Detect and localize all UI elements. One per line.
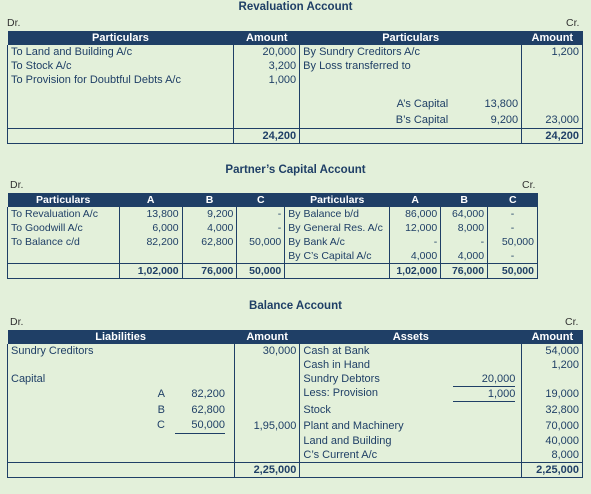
capital-total-row: [8, 264, 538, 279]
rev-header-amount-right: Amount: [522, 31, 583, 45]
revaluation-total-row: [8, 129, 583, 144]
rev-left-amount: 3,200: [234, 59, 300, 73]
rev-right-particular: By Loss transferred to: [300, 59, 522, 73]
bal-sundry-creditors-amount: 30,000: [234, 344, 300, 358]
rev-loss-total: 23,000: [522, 112, 583, 129]
capital-header-row: [8, 193, 538, 207]
revaluation-title: Revaluation Account: [238, 1, 353, 13]
capital-cr-label: Cr.: [522, 179, 536, 191]
table-row: Land and Building 40,000: [8, 434, 583, 448]
table-row: [8, 73, 583, 87]
rev-left-particular: To Stock A/c: [8, 59, 234, 73]
rev-header-amount-left: Amount: [234, 31, 300, 45]
cap-total-a-right: 1,02,000: [390, 264, 441, 279]
capital-table: [7, 193, 538, 279]
table-row: Capital Sundry Debtors 20,000: [8, 372, 583, 386]
rev-b-capital-label: B’s Capital: [395, 114, 449, 126]
cap-header-particulars-right: Particulars: [285, 193, 390, 207]
bal-header-assets: Assets: [300, 330, 522, 344]
rev-left-particular: To Provision for Doubtful Debts A/c: [8, 73, 234, 87]
balance-title: Balance Account: [249, 300, 342, 312]
bal-capital-total: 1,95,000: [234, 418, 300, 434]
balance-cr-label: Cr.: [565, 316, 579, 328]
rev-header-particulars-right: Particulars: [300, 31, 522, 45]
bal-header-amount-right: Amount: [522, 330, 583, 344]
cap-total-c-left: 50,000: [237, 264, 285, 279]
balance-dr-label: Dr.: [10, 316, 24, 328]
rev-right-particular: By Sundry Creditors A/c: [300, 45, 522, 59]
rev-a-capital-label: A’s Capital: [396, 98, 449, 110]
table-row: C’s Current A/c 8,000: [8, 448, 583, 463]
table-row: Sundry Creditors 30,000 Cash at Bank 54,000: [8, 344, 583, 358]
balance-header-row: [8, 330, 583, 344]
capital-title: Partner’s Capital Account: [225, 164, 366, 176]
cap-header-b-left: B: [182, 193, 237, 207]
bal-header-liabilities: Liabilities: [8, 330, 235, 344]
cap-total-b-right: 76,000: [441, 264, 488, 279]
rev-b-capital-value: 9,200: [490, 114, 519, 126]
table-row: To Goodwill A/c 6,000 4,000 - By General Res. A/c 12,000 8,000 -: [8, 221, 538, 235]
revaluation-dr-label: Dr.: [7, 17, 21, 29]
table-row: By C’s Capital A/c 4,000 4,000 -: [8, 249, 538, 264]
cap-header-b-right: B: [441, 193, 488, 207]
bal-header-amount-left: Amount: [234, 330, 300, 344]
table-row: C 50,000 1,95,000 Plant and Machinery 70,000: [8, 418, 583, 434]
cap-header-particulars-left: Particulars: [8, 193, 120, 207]
table-row: [8, 96, 583, 112]
balance-total-row: [8, 463, 583, 478]
table-row: B 62,800 Stock 32,800: [8, 402, 583, 418]
bal-total-right: 2,25,000: [522, 463, 583, 478]
rev-total-right: 24,200: [522, 129, 583, 144]
rev-left-particular: To Land and Building A/c: [8, 45, 234, 59]
cap-header-c-left: C: [237, 193, 285, 207]
revaluation-header-row: [8, 31, 583, 45]
bal-capital-label: Capital: [8, 372, 235, 386]
bal-total-left: 2,25,000: [234, 463, 300, 478]
rev-left-amount: 1,000: [234, 73, 300, 87]
cap-total-a-left: 1,02,000: [119, 264, 182, 279]
table-row: To Revaluation A/c 13,800 9,200 - By Balance b/d 86,000 64,000 -: [8, 207, 538, 221]
capital-dr-label: Dr.: [10, 179, 24, 191]
cap-header-a-right: A: [390, 193, 441, 207]
table-row: [8, 59, 583, 73]
cap-header-c-right: C: [488, 193, 538, 207]
table-row: Cash in Hand 1,200: [8, 358, 583, 372]
rev-a-capital-value: 13,800: [484, 98, 519, 110]
rev-total-left: 24,200: [234, 129, 300, 144]
balance-table: [7, 330, 583, 478]
table-row: [8, 45, 583, 59]
rev-right-amount: [522, 59, 583, 73]
bal-sundry-creditors: Sundry Creditors: [8, 344, 235, 358]
table-row: To Balance c/d 82,200 62,800 50,000 By Bank A/c - - 50,000: [8, 235, 538, 249]
rev-header-particulars-left: Particulars: [8, 31, 234, 45]
cap-header-a-left: A: [119, 193, 182, 207]
table-row: [8, 112, 583, 129]
revaluation-cr-label: Cr.: [566, 17, 580, 29]
revaluation-table: [7, 31, 583, 144]
rev-right-amount: 1,200: [522, 45, 583, 59]
table-row: A 82,200 Less: Provision 1,000 19,000: [8, 386, 583, 402]
cap-total-b-left: 76,000: [182, 264, 237, 279]
cap-total-c-right: 50,000: [488, 264, 538, 279]
rev-left-amount: 20,000: [234, 45, 300, 59]
